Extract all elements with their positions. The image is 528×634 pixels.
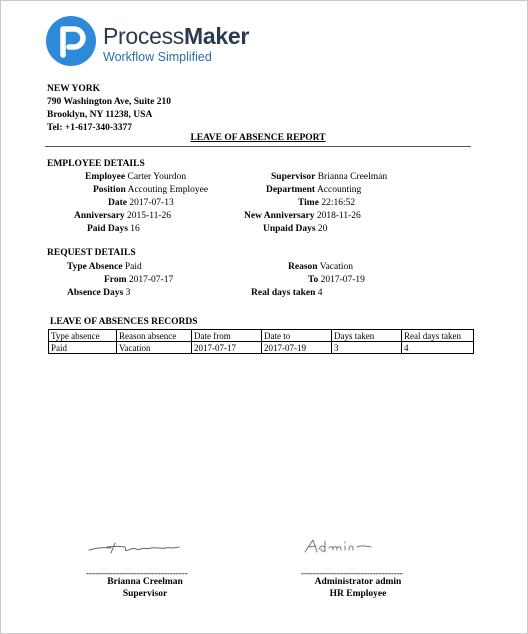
processmaker-logo-icon [45, 15, 97, 67]
paid-days-label: Paid Days [87, 224, 128, 234]
date-label: Date [108, 198, 127, 208]
from-row [104, 275, 173, 285]
report-title: LEAVE OF ABSENCE REPORT [190, 133, 326, 143]
department-row [266, 185, 361, 195]
from-value: 2017-07-17 [128, 275, 174, 285]
column-header: Reason absence [117, 330, 192, 342]
hr-signature-line: ---------------------------------- [301, 568, 403, 578]
to-row [308, 275, 365, 285]
anniversary-row [74, 211, 171, 221]
to-value: 2017-07-19 [320, 275, 365, 285]
unpaid-days-value: 20 [317, 224, 328, 234]
hr-signature [301, 535, 381, 557]
position-value: Accouting Employee [127, 185, 209, 195]
type-absence-row [67, 262, 142, 272]
real-days-value: 4 [317, 288, 323, 298]
address-line-3: Brooklyn, NY 11238, USA [47, 110, 153, 120]
new-anniversary-row [244, 211, 361, 221]
paid-days-value: 16 [130, 224, 140, 234]
table-cell: Vacation [117, 342, 192, 354]
processmaker-logo [45, 15, 249, 67]
reason-label: Reason [288, 262, 318, 272]
date-value: 2017-07-13 [129, 198, 174, 208]
reason-row [288, 262, 353, 272]
table-cell: 4 [402, 342, 474, 354]
absence-days-label: Absence Days [67, 288, 124, 298]
logo-tagline: Workflow Simplified [103, 50, 212, 64]
real-days-row [251, 288, 323, 298]
department-label: Department [266, 185, 316, 195]
hr-name: Administrator admin [314, 577, 402, 587]
anniversary-label: Anniversary [74, 211, 125, 221]
title-divider [45, 146, 471, 147]
absence-days-row [67, 288, 130, 298]
table-cell: 2017-07-19 [262, 342, 332, 354]
time-value: 22:16:52 [321, 198, 356, 208]
request-details-heading: REQUEST DETAILS [47, 248, 136, 258]
time-label: Time [298, 198, 319, 208]
column-header: Days taken [332, 330, 402, 342]
real-days-label: Real days taken [251, 288, 316, 298]
supervisor-signature [87, 537, 187, 557]
company-address [47, 83, 171, 135]
employee-row [85, 172, 186, 182]
table-cell: 3 [332, 342, 402, 354]
column-header: Real days taken [402, 330, 474, 342]
supervisor-role: Supervisor [122, 589, 168, 599]
hr-role: HR Employee [329, 589, 387, 599]
supervisor-label: Supervisor [271, 172, 316, 182]
employee-label: Employee [85, 172, 126, 182]
employee-value: Carter Yourdon [127, 172, 187, 182]
type-absence-value: Paid [124, 262, 142, 272]
supervisor-signature-line: ---------------------------------- [86, 568, 188, 578]
column-header: Date to [262, 330, 332, 342]
address-line-2: 790 Washington Ave, Suite 210 [47, 97, 171, 107]
supervisor-value: Brianna Creelman [317, 172, 388, 182]
unpaid-days-row [263, 224, 327, 234]
table-cell: Paid [49, 342, 117, 354]
records-heading: LEAVE OF ABSENCES RECORDS [50, 317, 198, 327]
supervisor-row [271, 172, 387, 182]
reason-value: Vacation [319, 262, 354, 272]
logo-brand: ProcessMaker [103, 23, 249, 49]
time-row [298, 198, 355, 208]
new-anniversary-label: New Anniversary [244, 211, 315, 221]
address-line-1: NEW YORK [47, 84, 101, 94]
records-header-row [49, 330, 474, 342]
anniversary-value: 2015-11-26 [127, 211, 172, 221]
records-table [48, 329, 474, 354]
position-row [93, 185, 208, 195]
to-label: To [308, 275, 319, 285]
column-header: Type absence [49, 330, 117, 342]
table-row [49, 342, 474, 354]
supervisor-name: Brianna Creelman [107, 577, 183, 587]
table-cell: 2017-07-17 [192, 342, 262, 354]
unpaid-days-label: Unpaid Days [263, 224, 316, 234]
date-row [108, 198, 174, 208]
department-value: Accounting [316, 185, 362, 195]
new-anniversary-value: 2018-11-26 [316, 211, 361, 221]
type-absence-label: Type Absence [67, 262, 123, 272]
paid-days-row [87, 224, 140, 234]
absence-days-value: 3 [125, 288, 131, 298]
position-label: Position [93, 185, 126, 195]
address-line-4: Tel: +1-617-340-3377 [47, 123, 133, 133]
from-label: From [104, 275, 127, 285]
column-header: Date from [192, 330, 262, 342]
employee-details-heading: EMPLOYEE DETAILS [47, 159, 145, 169]
